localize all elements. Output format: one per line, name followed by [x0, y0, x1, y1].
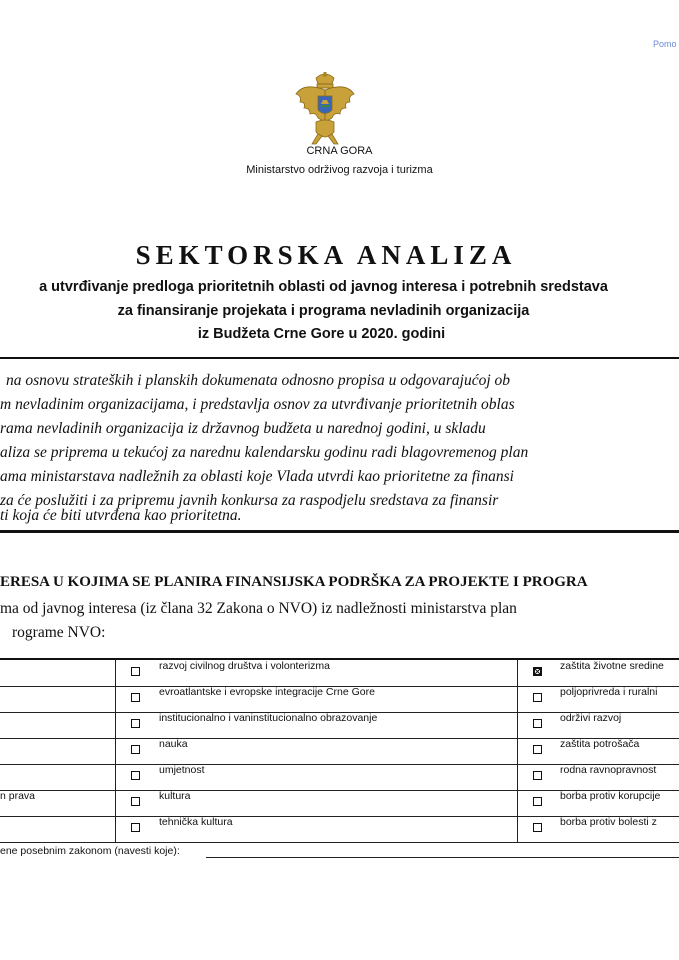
section-text-line: rograme NVO:: [12, 624, 106, 641]
section-text-line: ma od javnog interesa (iz člana 32 Zakona o NVO) iz nadležnosti ministarstva plan: [0, 600, 517, 617]
intro-line: za će poslužiti i za pripremu javnih konkursa za raspodjelu sredstava za finansir: [0, 492, 499, 509]
table-row: [0, 764, 679, 791]
area-label: poljoprivreda i ruralni: [560, 686, 658, 698]
other-areas-label: ene posebnim zakonom (navesti koje):: [0, 845, 180, 857]
intro-line: ti koja će biti utvrđena kao prioritetna.: [0, 507, 242, 524]
intro-line: ama ministarstava nadležnih za oblasti koje Vlada utvrdi kao prioritetne za finansi: [0, 468, 514, 485]
area-label: institucionalno i vaninstitucionalno obrazovanje: [159, 712, 378, 724]
subtitle-line: za finansiranje projekata i programa nevladinih organizacija: [117, 303, 530, 319]
area-label: održivi razvoj: [560, 712, 622, 724]
area-label: tehnička kultura: [159, 816, 233, 828]
area-label: evroatlantske i evropske integracije Crne Gore: [159, 686, 375, 698]
section-heading: ERESA U KOJIMA SE PLANIRA FINANSIJSKA PODRŠKA ZA PROJEKTE I PROGRA: [0, 574, 588, 590]
table-row: [0, 816, 679, 843]
area-checkbox[interactable]: [533, 719, 542, 728]
area-checkbox[interactable]: [131, 771, 140, 780]
intro-line: m nevladinim organizacijama, i predstavlja osnov za utvrđivanje prioritetnih oblas: [0, 396, 515, 413]
intro-line: na osnovu strateških i planskih dokumenata odnosno propisa u odgovarajućoj ob: [6, 372, 511, 389]
area-checkbox[interactable]: [131, 823, 140, 832]
area-checkbox[interactable]: [533, 745, 542, 754]
corner-note: Pomo: [653, 39, 677, 49]
area-label: razvoj civilnog društva i volonterizma: [159, 660, 330, 672]
country-name: CRNA GORA: [306, 145, 373, 157]
area-checkbox[interactable]: [131, 745, 140, 754]
intro-line: rama nevladinih organizacija iz državnog budžeta u narednoj godini, u skladu: [0, 420, 486, 437]
table-row: [0, 790, 679, 817]
area-checkbox[interactable]: [533, 823, 542, 832]
area-checkbox[interactable]: [131, 693, 140, 702]
area-label: borba protiv korupcije: [560, 790, 661, 802]
table-row: [0, 686, 679, 713]
area-checkbox[interactable]: [131, 719, 140, 728]
subtitle-line: a utvrđivanje predloga prioritetnih oblasti od javnog interesa i potrebnih sredstava: [39, 279, 608, 295]
area-label: kultura: [159, 790, 191, 802]
other-areas-input-line[interactable]: [206, 857, 679, 858]
area-checkbox[interactable]: [131, 797, 140, 806]
document-title: SEKTORSKA ANALIZA: [135, 240, 517, 270]
intro-line: aliza se priprema u tekućoj za narednu kalendarsku godinu radi blagovremenog plan: [0, 444, 529, 461]
area-label: umjetnost: [159, 764, 205, 776]
table-column-divider: [517, 660, 518, 842]
area-label: rodna ravnopravnost: [560, 764, 657, 776]
area-checkbox[interactable]: [533, 797, 542, 806]
area-label: nauka: [159, 738, 188, 750]
area-checkbox[interactable]: [131, 667, 140, 676]
area-label: zaštita životne sredine: [560, 660, 664, 672]
area-checkbox[interactable]: [533, 693, 542, 702]
table-column-divider: [115, 660, 116, 842]
area-checkbox-checked[interactable]: [533, 667, 542, 676]
area-checkbox[interactable]: [533, 771, 542, 780]
table-row: [0, 660, 679, 687]
divider: [0, 530, 679, 533]
row-left-label: n prava: [0, 790, 36, 802]
subtitle-line: iz Budžeta Crne Gore u 2020. godini: [197, 326, 446, 342]
table-row: [0, 712, 679, 739]
divider: [0, 357, 679, 359]
coat-of-arms-icon: [294, 72, 356, 148]
area-label: borba protiv bolesti z: [560, 816, 657, 828]
area-label: zaštita potrošača: [560, 738, 640, 750]
ministry-name: Ministarstvo održivog razvoja i turizma: [246, 164, 433, 176]
table-row: [0, 738, 679, 765]
